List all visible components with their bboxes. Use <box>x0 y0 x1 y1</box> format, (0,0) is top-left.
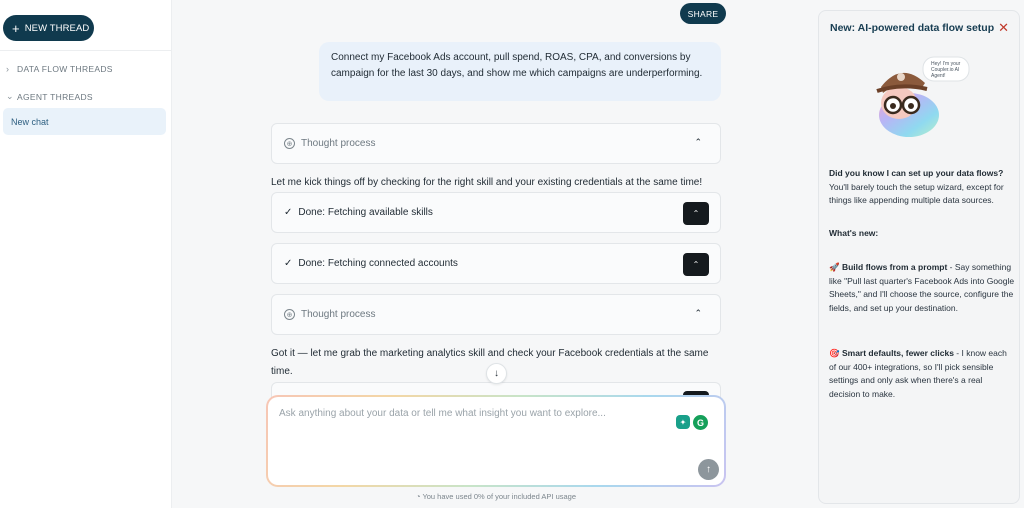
new-thread-label: NEW THREAD <box>24 22 90 34</box>
composer <box>266 395 726 487</box>
feature-title: Build flows from a prompt <box>841 262 948 272</box>
thought-process-toggle[interactable] <box>271 123 721 164</box>
assistant-message: Let me kick things off by checking for the right skill and your existing credentials at the same time! <box>271 177 703 188</box>
sidebar-section-agent-threads[interactable] <box>6 91 93 102</box>
announcement-panel <box>818 10 1020 504</box>
assistant-message: Got it — let me grab the marketing analytics skill and check your Facebook credentials at the same time. <box>271 348 709 377</box>
feature-item <box>829 261 1015 315</box>
extension-icons <box>676 415 708 430</box>
whats-new-heading <box>829 227 1015 241</box>
check-icon: ✓ <box>284 258 293 269</box>
chat-input[interactable] <box>279 408 659 419</box>
grammarly-icon[interactable]: G <box>693 415 708 430</box>
whats-new-label: What's new: <box>829 228 879 238</box>
thought-process-label: Thought process <box>301 309 376 320</box>
sidebar-divider <box>0 50 172 51</box>
expand-task-button[interactable]: ⌃ <box>683 253 709 276</box>
chevron-down-icon: ⌄ <box>6 91 14 101</box>
panel-intro <box>829 167 1015 208</box>
arrow-down-icon: ↓ <box>494 368 499 379</box>
task-label: Done: Fetching available skills <box>298 207 433 218</box>
sidebar <box>0 0 172 508</box>
check-icon: ✓ <box>284 207 293 218</box>
rocket-icon: 🚀 <box>829 262 840 272</box>
share-button[interactable]: SHARE <box>680 3 726 24</box>
composer-box <box>268 397 724 485</box>
feature-item <box>829 347 1015 401</box>
intro-text: You'll barely touch the setup wizard, except for things like appending multiple data sources. <box>829 181 1004 205</box>
sidebar-section-label: DATA FLOW THREADS <box>17 64 113 74</box>
gauge-icon: ◔ <box>415 492 423 501</box>
chevron-up-icon: ⌃ <box>694 137 702 147</box>
feature-title: Smart defaults, fewer clicks <box>841 348 954 358</box>
sidebar-section-data-flow-threads[interactable] <box>6 64 113 74</box>
speech-bubble-text: Hey! I'm your Coupler.io AI Agent! <box>931 61 961 79</box>
thought-icon: ⊕ <box>284 138 295 149</box>
close-icon[interactable]: ✕ <box>998 20 1009 35</box>
feature-text: - Say something like "Pull last quarter's Facebook Ads into Google Sheets," and I'll choose the source, configure the fields, and set up your destination. <box>829 262 1015 313</box>
sidebar-item-new-chat[interactable] <box>3 108 166 135</box>
plus-icon: + <box>12 20 20 36</box>
expand-task-button[interactable]: ⌃ <box>683 202 709 225</box>
feature-text: - I know each of our 400+ integrations, so I'll pick sensible settings and only ask when there's a real decision to make. <box>829 348 1007 399</box>
thought-process-label: Thought process <box>301 138 376 149</box>
chevron-right-icon: › <box>6 64 10 74</box>
thought-icon: ⊕ <box>284 309 295 320</box>
task-card-skills <box>271 192 721 233</box>
user-message: Connect my Facebook Ads account, pull spend, ROAS, CPA, and conversions by campaign for the last 30 days, and show me which campaigns are underperforming. <box>319 42 721 101</box>
chevron-up-icon: ⌃ <box>694 308 702 318</box>
send-button[interactable] <box>698 459 719 480</box>
task-label: Done: Fetching connected accounts <box>298 258 458 269</box>
usage-text: You have used 0% of your included API usage <box>422 492 577 501</box>
assistant-extension-icon[interactable]: ✦ <box>676 415 690 429</box>
intro-heading: Did you know I can set up your data flows? <box>829 168 1004 178</box>
usage-info <box>266 492 726 501</box>
sidebar-item-label: New chat <box>11 116 49 127</box>
task-card-accounts <box>271 243 721 284</box>
target-icon: 🎯 <box>829 348 840 358</box>
arrow-up-icon: ↑ <box>706 464 711 475</box>
sidebar-section-label: AGENT THREADS <box>17 91 93 102</box>
thought-process-toggle[interactable] <box>271 294 721 335</box>
new-thread-button[interactable] <box>3 15 94 41</box>
panel-title: New: AI-powered data flow setup <box>830 22 995 34</box>
scroll-down-button[interactable] <box>486 363 507 384</box>
